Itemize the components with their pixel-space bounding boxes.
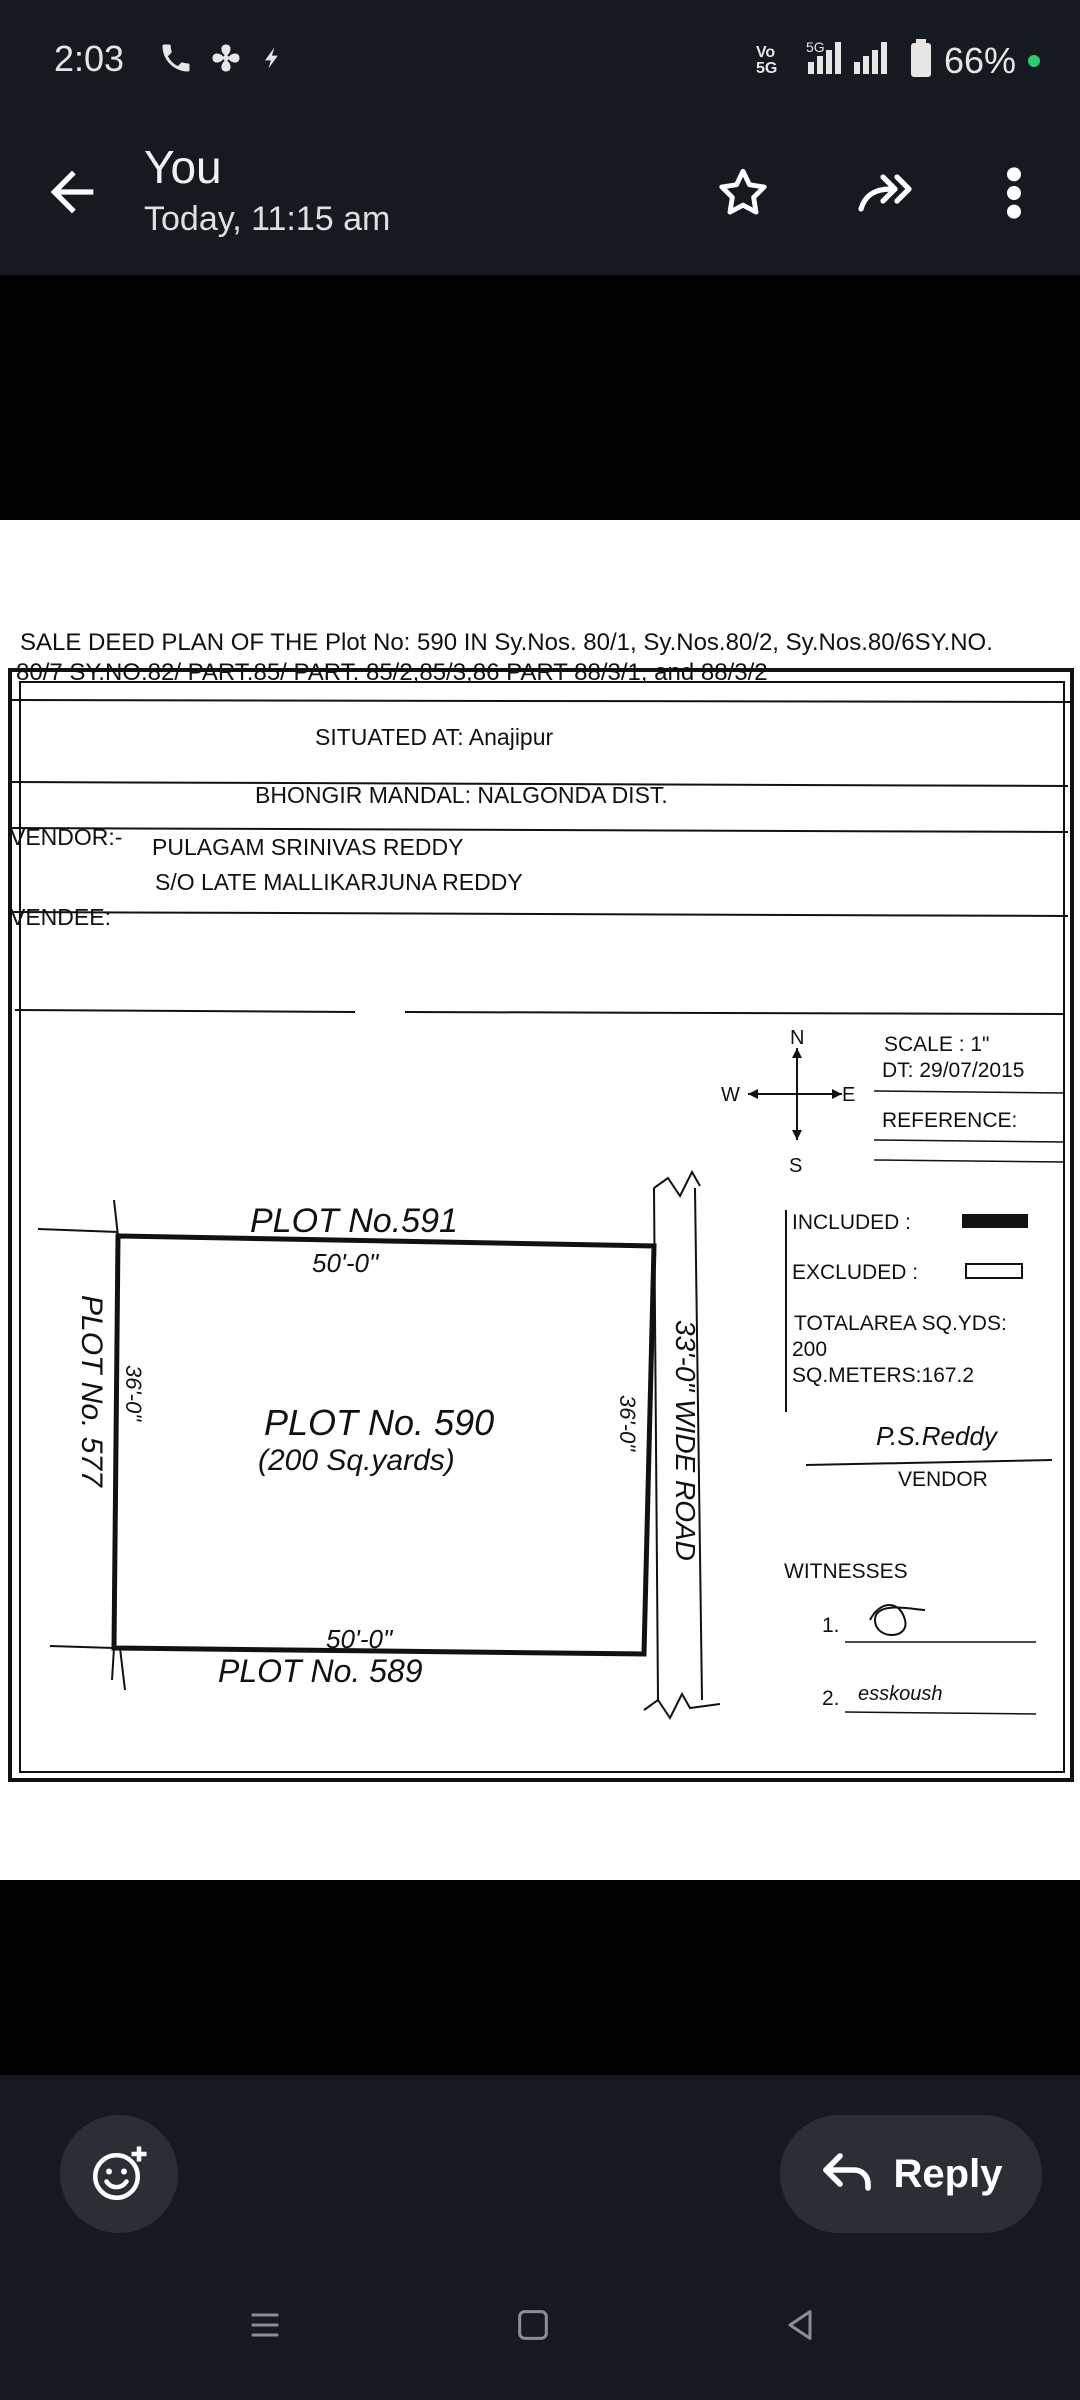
compass [721, 1027, 855, 1177]
phone-call-icon [158, 40, 194, 81]
sq-meters: SQ.METERS:167.2 [792, 1364, 975, 1387]
reply-arrow-icon [820, 2150, 876, 2199]
app-bar [0, 120, 1080, 275]
dim-bottom: 50'-0" [326, 1624, 393, 1654]
plot-south-label: PLOT No. 589 [218, 1653, 423, 1689]
witness-2-signature: esskoush [858, 1683, 943, 1705]
vendor-father: S/O LATE MALLIKARJUNA REDDY [155, 869, 523, 895]
status-right [756, 38, 1040, 83]
excluded-swatch [966, 1264, 1022, 1278]
status-time: 2:03 [54, 38, 125, 79]
more-vert-icon[interactable] [979, 158, 1049, 228]
svg-text:E: E [842, 1084, 856, 1106]
reply-button[interactable] [780, 2115, 1042, 2233]
title-line-2: 80/7 SY.NO.82/ PART.85/ PART. 85/2,85/3,86 PART 88/3/1, and 88/3/2 [16, 659, 768, 686]
plot-diagram [38, 1172, 720, 1718]
recents-icon[interactable] [235, 2300, 295, 2350]
witnesses-label: WITNESSES [784, 1560, 908, 1583]
reference: REFERENCE: [882, 1109, 1018, 1132]
plot-west-label: PLOT No. 577 [75, 1295, 108, 1487]
vendor-name: PULAGAM SRINIVAS REDDY [152, 834, 464, 860]
fan-icon [208, 40, 244, 81]
flash-icon [258, 42, 286, 79]
star-icon[interactable] [708, 158, 778, 228]
svg-text:N: N [790, 1027, 805, 1049]
system-nav [0, 2240, 1080, 2400]
signal-icon [802, 38, 898, 83]
battery-percent: 66% [943, 39, 1016, 81]
status-bar [0, 0, 1080, 120]
back-arrow-icon[interactable] [40, 160, 104, 224]
document-image[interactable] [0, 520, 1080, 1880]
witness-1-signature [870, 1605, 925, 1635]
battery-icon [910, 39, 932, 82]
volte-icon: Vo 5G [755, 43, 778, 77]
scale: SCALE : 1" [884, 1033, 990, 1056]
situated-at: SITUATED AT: Anajipur [315, 724, 554, 750]
included-swatch [962, 1214, 1028, 1228]
emoji-add-icon[interactable] [60, 2115, 178, 2233]
vendor-signature: P.S.Reddy [876, 1421, 997, 1451]
reply-label: Reply [893, 2151, 1003, 2196]
dim-left: 36'-0" [121, 1365, 146, 1422]
vendor-sign-label: VENDOR [898, 1468, 988, 1491]
media-backdrop [0, 275, 1080, 520]
home-icon[interactable] [503, 2300, 563, 2350]
road-label: 33'-0" WIDE ROAD [670, 1320, 701, 1561]
vendee-label: VENDEE: [10, 904, 111, 930]
date: DT: 29/07/2015 [882, 1059, 1025, 1082]
title-line-1: SALE DEED PLAN OF THE Plot No: 590 IN Sy.Nos. 80/1, Sy.Nos.80/2, Sy.Nos.80/6SY.NO. [20, 629, 993, 656]
status-left-icons [158, 40, 286, 81]
plot-center-label: PLOT No. 590 [264, 1402, 495, 1443]
excluded-label: EXCLUDED : [792, 1261, 919, 1284]
witness-1: 1. [822, 1614, 840, 1637]
dim-right: 36'-0" [615, 1395, 640, 1452]
forward-icon[interactable] [852, 158, 922, 228]
active-dot-icon [1028, 55, 1040, 67]
dim-top: 50'-0" [312, 1248, 379, 1278]
svg-text:5G: 5G [805, 39, 825, 55]
total-area-value: 200 [792, 1338, 828, 1361]
sale-deed-plan [0, 520, 1080, 1880]
svg-text:W: W [721, 1084, 740, 1106]
plot-north-label: PLOT No.591 [250, 1202, 458, 1240]
back-icon[interactable] [770, 2300, 830, 2350]
witness-2: 2. [822, 1687, 840, 1710]
mandal-dist: BHONGIR MANDAL: NALGONDA DIST. [255, 782, 668, 808]
vendor-label: VENDOR:- [10, 824, 123, 850]
sender-name: You [144, 141, 222, 193]
plot-area-label: (200 Sq.yards) [258, 1444, 455, 1477]
message-timestamp: Today, 11:15 am [144, 200, 391, 238]
svg-text:S: S [789, 1155, 803, 1177]
included-label: INCLUDED : [792, 1211, 912, 1234]
total-area-label: TOTALAREA SQ.YDS: [794, 1312, 1007, 1335]
